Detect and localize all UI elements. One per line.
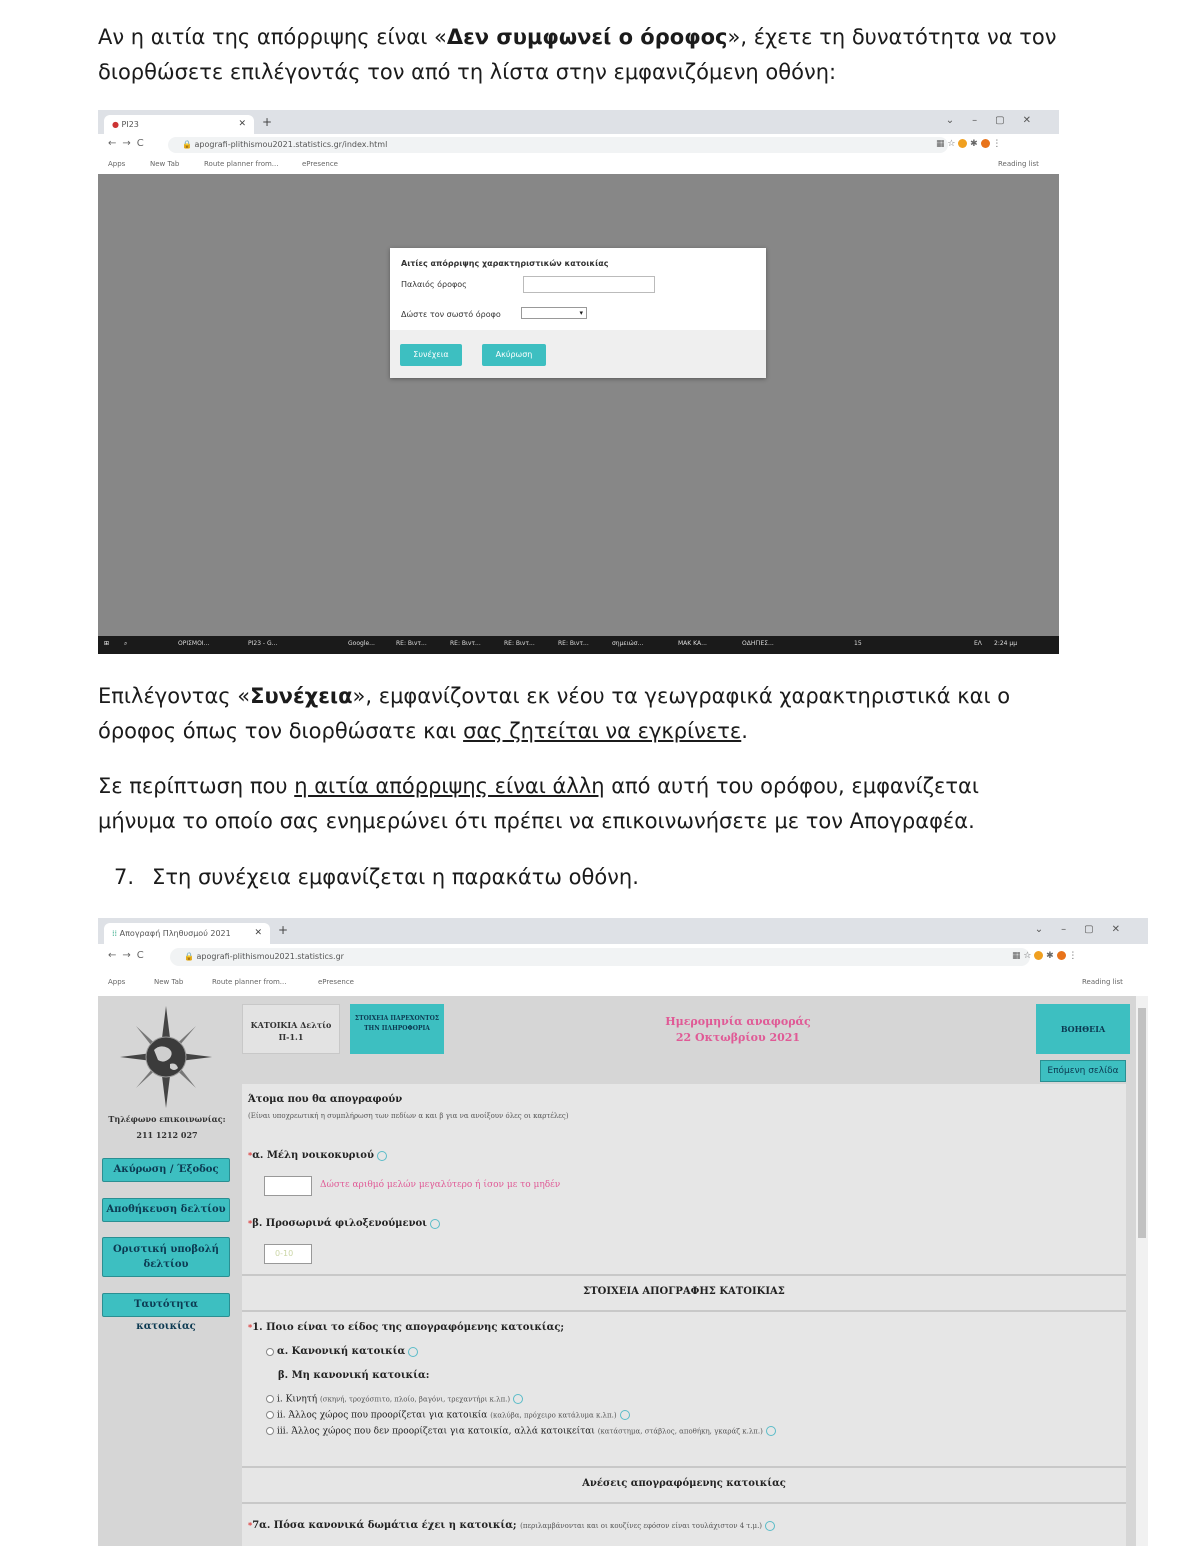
start-icon[interactable]: ⊞	[104, 640, 110, 647]
next-page-button[interactable]: Επόμενη σελίδα	[1040, 1060, 1126, 1082]
option-other-intended[interactable]: ii. Άλλος χώρος που προορίζεται για κατοικία (καλύβα, πρόχειρο κατάλυμα κ.λπ.)	[266, 1410, 630, 1421]
radio-button[interactable]	[266, 1395, 274, 1403]
window-controls[interactable]: ⌄–▢✕	[1034, 924, 1138, 935]
help-button[interactable]: ΒΟΗΘΕΙΑ	[1036, 1004, 1130, 1054]
new-floor-label: Δώστε τον σωστό όροφο	[401, 310, 501, 319]
option-other-not-intended[interactable]: iii. Άλλος χώρος που δεν προορίζεται για κατοικία, αλλά κατοικείται (κατάστημα, στάβλος, αποθήκη, γκαράζ κ.λπ.)	[266, 1426, 776, 1437]
phone-number: 211 1212 027	[136, 1130, 198, 1140]
rooms-question: *7α. Πόσα κανονικά δωμάτια έχει η κατοικία; (περιλαμβάνονται και οι κουζίνες εφόσον είναι τουλάχιστον 4 τ.μ.)	[248, 1520, 775, 1531]
info-icon[interactable]	[430, 1219, 440, 1229]
dialog-footer	[390, 330, 766, 378]
nav-buttons-icon[interactable]: ←→C	[108, 138, 150, 149]
address-bar[interactable]: 🔒 apografi-plithismou2021.statistics.gr/index.html	[168, 137, 948, 153]
sidebar	[98, 996, 236, 1546]
new-floor-select[interactable]	[521, 307, 587, 319]
window-controls[interactable]: ⌄–▢✕	[945, 115, 1049, 126]
radio-button[interactable]	[266, 1411, 274, 1419]
close-tab-icon[interactable]: ✕	[254, 928, 262, 938]
bookmark-apps[interactable]: Apps	[108, 978, 126, 986]
taskbar-item[interactable]: RE: Βιντ...	[504, 640, 535, 647]
section-dwelling-amenities: Ανέσεις απογραφόμενης κατοικίας	[242, 1466, 1126, 1504]
other-reason-paragraph: Σε περίπτωση που η αιτία απόρριψης είναι άλλη από αυτή του ορόφου, εμφανίζεται μήνυμα το οποίο σας ενημερώνει ότι πρέπει να επικοινωνήσετε με τον Απογραφέα.	[98, 774, 979, 833]
continue-button[interactable]: Συνέχεια	[400, 344, 462, 366]
save-form-button[interactable]: Αποθήκευση δελτίου	[102, 1198, 230, 1222]
taskbar-item[interactable]: RE: Βιντ...	[450, 640, 481, 647]
bookmark-route-planner[interactable]: Route planner from...	[212, 978, 287, 986]
info-icon[interactable]	[766, 1426, 776, 1436]
dwelling-identity-button[interactable]: Ταυτότητα κατοικίας	[102, 1293, 230, 1317]
radio-button[interactable]	[266, 1348, 274, 1356]
bookmark-epresence[interactable]: ePresence	[318, 978, 354, 986]
taskbar-item[interactable]: ΜΑΚ ΚΑ...	[678, 640, 707, 647]
taskbar-item[interactable]: ΟΡΙΣΜΟΙ...	[178, 640, 210, 647]
reference-date-label: Ημερομηνία αναφοράς	[665, 1015, 811, 1028]
page-overlay	[98, 174, 1059, 636]
step-7	[114, 860, 1074, 895]
members-input[interactable]	[264, 1176, 312, 1196]
reference-date	[638, 1014, 838, 1046]
rejection-reasons-dialog	[390, 248, 766, 378]
census-form-screenshot	[98, 918, 1148, 1546]
step-text: Στη συνέχεια εμφανίζεται η παρακάτω οθόνη.	[152, 865, 639, 889]
info-icon[interactable]	[513, 1394, 523, 1404]
tab-dwelling[interactable]: ΚΑΤΟΙΚΙΑ Δελτίο Π-1.1	[242, 1004, 340, 1054]
continue-paragraph: Επιλέγοντας «Συνέχεια», εμφανίζονται εκ νέου τα γεωγραφικά χαρακτηριστικά και ο όροφος όπως τον διορθώσατε και σας ζητείται να εγκρίνετε.	[98, 684, 1011, 743]
floor-correction-screenshot	[98, 110, 1059, 654]
taskbar-item[interactable]: ΟΔΗΓΙΕΣ...	[742, 640, 774, 647]
clock: 2:24 μμ	[994, 640, 1018, 647]
reference-date-value: 22 Οκτωβρίου 2021	[675, 1031, 801, 1044]
nav-buttons-icon[interactable]: ←→C	[108, 950, 150, 961]
taskbar-item[interactable]: RE: Βιντ...	[396, 640, 427, 647]
taskbar-item[interactable]: Google...	[348, 640, 375, 647]
taskbar-item[interactable]: σημειώσ...	[612, 640, 644, 647]
cancel-exit-button[interactable]: Ακύρωση / Έξοδος	[102, 1158, 230, 1182]
cancel-button[interactable]: Ακύρωση	[482, 344, 546, 366]
persons-note: (Είναι υποχρεωτική η συμπλήρωση των πεδίων α και β για να ανοίξουν όλες οι καρτέλες)	[248, 1112, 569, 1120]
bookmark-new-tab[interactable]: New Tab	[150, 160, 180, 168]
intro-paragraph: Αν η αιτία της απόρριψης είναι «Δεν συμφωνεί ο όροφος», έχετε τη δυνατότητα να τον διορθώσετε επιλέγοντάς τον από τη λίστα στην εμφανιζόμενη οθόνη:	[98, 25, 1057, 84]
dwelling-type-question: *1. Ποιο είναι το είδος της απογραφόμενης κατοικίας;	[248, 1322, 565, 1333]
final-submit-button[interactable]: Οριστική υποβολή δελτίου	[102, 1237, 230, 1277]
extension-icons[interactable]: ▦ ☆ ✱ ⋮	[936, 139, 1002, 149]
reading-list[interactable]: Reading list	[998, 160, 1039, 168]
taskbar-item[interactable]: PI23 - G...	[248, 640, 278, 647]
language-indicator[interactable]: ΕΛ	[974, 640, 982, 647]
info-icon[interactable]	[620, 1410, 630, 1420]
step-number: 7.	[114, 865, 135, 889]
persons-title: Άτομα που θα απογραφούν	[248, 1094, 403, 1105]
weather-temp: 15	[854, 640, 862, 647]
address-bar[interactable]: 🔒 apografi-plithismou2021.statistics.gr	[170, 948, 1030, 966]
close-tab-icon[interactable]: ✕	[238, 119, 246, 129]
browser-tab[interactable]: ⁞⁞ Απογραφή Πληθυσμού 2021 ✕	[104, 923, 270, 944]
option-regular-dwelling[interactable]: α. Κανονική κατοικία	[266, 1346, 418, 1357]
chevron-down-icon: ▾	[579, 309, 583, 317]
extension-icons[interactable]: ▦ ☆ ✱ ⋮	[1012, 951, 1078, 961]
new-tab-icon[interactable]: +	[262, 115, 273, 129]
guests-input[interactable]: 0-10	[264, 1244, 312, 1264]
page-scrollbar[interactable]	[1136, 996, 1148, 1546]
new-tab-icon[interactable]: +	[278, 923, 289, 937]
dialog-title: Αιτίες απόρριψης χαρακτηριστικών κατοικίας	[401, 259, 609, 268]
reading-list[interactable]: Reading list	[1082, 978, 1123, 986]
info-icon[interactable]	[408, 1347, 418, 1357]
members-hint: Δώστε αριθμό μελών μεγαλύτερο ή ίσον με το μηδέν	[320, 1180, 561, 1190]
bookmark-new-tab[interactable]: New Tab	[154, 978, 184, 986]
guests-question: *β. Προσωρινά φιλοξενούμενοι	[248, 1218, 440, 1229]
windows-taskbar	[98, 636, 1059, 654]
section-dwelling-census: ΣΤΟΙΧΕΙΑ ΑΠΟΓΡΑΦΗΣ ΚΑΤΟΙΚΙΑΣ	[242, 1274, 1126, 1312]
option-nonregular-dwelling: β. Μη κανονική κατοικία:	[278, 1370, 430, 1381]
radio-button[interactable]	[266, 1427, 274, 1435]
form-panel	[242, 1084, 1126, 1546]
phone-label: Τηλέφωνο επικοινωνίας:	[108, 1114, 226, 1124]
tab-informant[interactable]: ΣΤΟΙΧΕΙΑ ΠΑΡΕΧΟΝΤΟΣ ΤΗΝ ΠΛΗΡΟΦΟΡΙΑ	[350, 1004, 444, 1054]
bookmark-apps[interactable]: Apps	[108, 160, 126, 168]
bookmark-epresence[interactable]: ePresence	[302, 160, 338, 168]
elstat-logo-icon	[118, 1004, 214, 1110]
old-floor-label: Παλαιός όροφος	[401, 280, 467, 289]
census-page	[98, 996, 1136, 1546]
browser-tab[interactable]: ● PI23 ✕	[104, 115, 254, 134]
taskbar-item[interactable]: RE: Βιντ...	[558, 640, 589, 647]
option-mobile[interactable]: i. Κινητή (σκηνή, τροχόσπιτο, πλοίο, βαγόνι, τρεχαντήρι κ.λπ.)	[266, 1394, 523, 1405]
info-icon[interactable]	[765, 1521, 775, 1531]
bookmark-route-planner[interactable]: Route planner from...	[204, 160, 279, 168]
scrollbar-thumb[interactable]	[1138, 1008, 1146, 1238]
members-question: *α. Μέλη νοικοκυριού	[248, 1150, 387, 1161]
old-floor-input[interactable]	[523, 276, 655, 293]
search-icon[interactable]: ⌕	[124, 640, 128, 647]
info-icon[interactable]	[377, 1151, 387, 1161]
